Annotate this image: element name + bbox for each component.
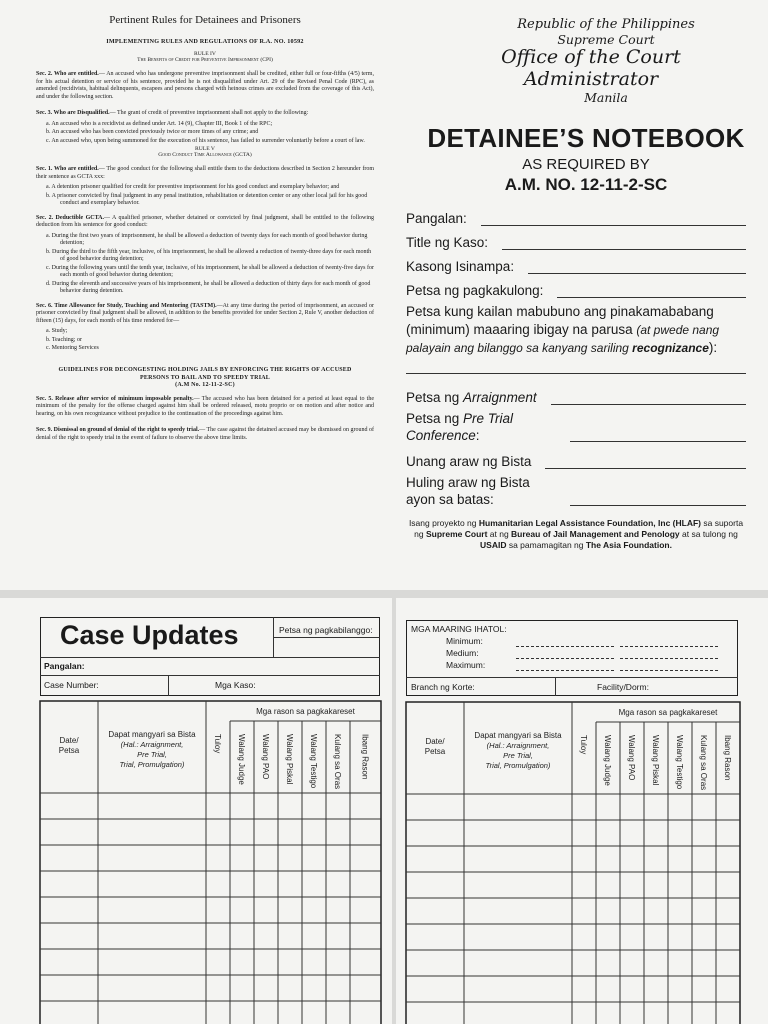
notebook-title: DETAINEE’S NOTEBOOK	[427, 123, 745, 154]
possible-sentences-label: MGA MAARING IHATOL:	[411, 624, 507, 634]
sec2b-paragraph	[36, 215, 374, 230]
credit-7: at sa tulong ng	[679, 529, 738, 540]
first-hearing-label: Unang araw ng Bista	[406, 454, 532, 470]
reason-column-header: Walang Testigo	[309, 734, 318, 789]
arraignment-line	[551, 394, 746, 405]
pretrial-label-a: Petsa ng	[406, 411, 464, 427]
list-item: a. An accused who is a recidivist as defined under Art. 14 (9), Chapter III, Book 1 of the RPC;	[46, 120, 273, 127]
rule-iv: RULE IV	[194, 51, 216, 57]
name-label: Pangalan:	[44, 661, 85, 671]
arraignment-label	[406, 390, 537, 405]
medium-line-2[interactable]	[620, 658, 718, 659]
sec9-paragraph	[36, 427, 374, 442]
reason-column-header: Walang Testigo	[675, 735, 684, 790]
name-label: Pangalan:	[406, 211, 467, 227]
list-item: b. An accused who has been convicted previously twice or more times of any crime; and	[46, 129, 259, 135]
event-column-example: Pre Trial,	[137, 750, 167, 759]
credit-usaid: USAID	[480, 540, 507, 551]
reason-column-header: Walang Judge	[237, 734, 246, 785]
sec3-paragraph	[36, 110, 374, 118]
rule-v-heading: Good Conduct Time Allowance (GCTA)	[158, 152, 252, 158]
credit-taf: The Asia Foundation.	[585, 540, 672, 551]
sec3-text: — The grant of credit of preventive imprisonment shall not apply to the following:	[109, 110, 309, 116]
name-field[interactable]	[406, 207, 746, 226]
name-line	[481, 215, 746, 226]
release-label: Petsa kung kailan mabubuno ang pinakamababang (minimum) maaaring ibigay na parusa	[406, 304, 714, 338]
sec2-lead: Sec. 2. Who are entitled.	[36, 71, 99, 77]
sec5-text: — The accused who has been detained for a period at least equal to the minimum of the penalty for the offense charged against him shall be ordered released, motu proprio or on motion and after notice and hearing, on his own recognizance without prejudice to the continuation of the proceedings against him.	[36, 395, 374, 417]
guidelines-heading: GUIDELINES FOR DECONGESTING HOLDING JAILS BY ENFORCING THE RIGHTS OF ACCUSED PERSONS TO BAIL AND TO SPEEDY TRIAL	[58, 366, 352, 381]
pretrial-label	[406, 410, 556, 444]
reason-column-header: Walang Piskal	[285, 734, 294, 785]
last-hearing-line	[570, 505, 746, 506]
list-item: b. Teaching; or	[46, 336, 82, 343]
reason-column-header: Tuloy	[213, 734, 222, 754]
divider	[273, 637, 380, 638]
sec3-lead: Sec. 3. Who are Disqualified.	[36, 110, 110, 116]
case-updates-table	[38, 699, 383, 1024]
first-hearing-line	[545, 458, 746, 469]
maximum-line[interactable]	[516, 670, 614, 671]
sec6-lead: Sec. 6. Time Allowance for Study, Teaching and Mentoring (TASTM).	[36, 302, 217, 309]
sec1-lead: Sec. 1. Who are entitled.	[36, 166, 99, 172]
event-column-example: (Hal.: Arraignment,	[486, 741, 550, 750]
charge-field[interactable]	[406, 255, 746, 274]
first-hearing-field[interactable]	[406, 450, 746, 469]
pretrial-label-b: Pre Trial Conference	[406, 411, 514, 444]
reason-column-header: Ibang Rason	[723, 735, 732, 781]
sec5-paragraph	[36, 396, 374, 419]
reasons-header: Mga rason sa pagkakareset	[256, 707, 355, 716]
sec2-text: — An accused who has undergone preventive imprisonment shall be credited, either full or four-fifths (4/5) term, for his actual detention or service of his sentence, provided he is not disqualified under Art. 29 of the Revised Penal Code (RPC), as amended (recidivists, habitual delinquents, escapees and persons charged with heinous crimes are excluded from the coverage of this Act), and under the following section.	[36, 71, 374, 100]
divider	[406, 677, 738, 678]
detention-date-label: Petsa ng pagkabilanggo:	[279, 625, 373, 635]
arraignment-label-b: Arraignment	[463, 390, 537, 406]
event-column-header: Dapat mangyari sa Bista	[474, 731, 562, 740]
event-column-header: Dapat mangyari sa Bista	[108, 730, 196, 739]
pretrial-line	[570, 441, 746, 442]
list-item: a. A detention prisoner qualified for credit for preventive imprisonment for his good conduct and exemplary behavior; and	[46, 184, 340, 190]
minimum-line[interactable]	[516, 646, 614, 647]
arraignment-label-a: Petsa ng	[406, 390, 464, 406]
rules-title: Pertinent Rules for Detainees and Prisoners	[109, 14, 301, 26]
case-title-field[interactable]	[406, 231, 746, 250]
list-item: c. Mentoring Services	[46, 345, 99, 351]
reason-column-header: Tuloy	[579, 735, 588, 755]
sec1-text: — The good conduct for the following shall entitle them to the deductions described in Section 2 hereunder from their sentence as GCTA xxx:	[36, 166, 374, 180]
am-number: A.M. NO. 12-11-2-SC	[504, 175, 668, 195]
case-title-line	[502, 239, 746, 250]
detention-date-label: Petsa ng pagkakulong:	[406, 283, 544, 299]
reasons-header: Mga rason sa pagkakareset	[618, 708, 718, 717]
medium-label: Medium:	[446, 648, 479, 658]
divider	[40, 657, 380, 658]
minimum-label: Minimum:	[446, 636, 483, 646]
court-heading: Supreme Court	[557, 31, 655, 47]
divider	[555, 677, 556, 696]
release-note-bold: recognizance	[632, 341, 709, 356]
credit-1: Isang proyekto ng	[408, 518, 479, 529]
divider	[40, 675, 380, 676]
date-column-header: Date/	[59, 736, 79, 745]
sec9-lead: Sec. 9. Dismissal on ground of denial of the right to speedy trial.	[36, 427, 200, 433]
release-date-field	[406, 303, 746, 357]
pretrial-field[interactable]	[406, 410, 746, 444]
republic-heading: Republic of the Philippines	[517, 17, 695, 32]
rules-subtitle: IMPLEMENTING RULES AND REGULATIONS OF R.A. NO. 10592	[106, 38, 304, 45]
release-colon: ):	[708, 340, 718, 356]
list-item: a. During the first two years of imprisonment, he shall be allowed a deduction of twenty days for each month of good behavior during detention;	[46, 232, 368, 246]
case-title-label: Title ng Kaso:	[406, 235, 489, 251]
medium-line[interactable]	[516, 658, 614, 659]
sec2b-text: — A qualified prisoner, whether detained or convicted by final judgment, shall be entitled to the following deduction from his sentence for good conduct:	[36, 214, 374, 228]
sec1-paragraph	[36, 166, 374, 181]
table-border	[40, 701, 381, 1024]
sec2-paragraph	[36, 71, 374, 101]
list-item: b. A prisoner convicted by final judgment in any penal institution, rehabilitation or detention center or any other local jail for his good conduct and exemplary behavior.	[46, 192, 368, 206]
sec5-lead: Sec. 5. Release after service of minimum imposable penalty.	[36, 395, 194, 402]
case-number-label: Case Number:	[44, 680, 99, 690]
detention-date-line	[557, 287, 746, 298]
required-by: AS REQUIRED BY	[522, 156, 650, 174]
sec2b-lead: Sec. 2. Deductible GCTA.	[36, 214, 104, 221]
sec6-paragraph	[36, 303, 374, 326]
last-hearing-field[interactable]	[406, 474, 746, 508]
credit-5: at ng	[487, 529, 512, 540]
rule-iv-heading: The Benefits of Credit for Preventive Imprisonment (CPI)	[137, 57, 273, 63]
arraignment-field[interactable]	[406, 386, 746, 405]
project-credit	[406, 518, 746, 551]
reason-column-header: Walang PAO	[261, 734, 270, 780]
credit-hlaf: Humanitarian Legal Assistance Foundation, Inc (HLAF)	[478, 518, 701, 529]
last-hearing-label: Huling araw ng Bista ayon sa batas:	[406, 475, 530, 508]
maximum-line-2[interactable]	[620, 670, 718, 671]
rule-v: RULE V	[195, 146, 215, 152]
event-column-example: Pre Trial,	[503, 751, 533, 760]
pretrial-label-c: :	[475, 428, 480, 444]
sec6-text: —At any time during the period of imprisonment, an accused or prisoner convicted by final judgment shall be allowed, in addition to the benefits provided for under Section 2, Rule V, another deduction of fifteen (15) days, for each month of his time rendered for—	[36, 302, 374, 324]
sentence-table	[404, 700, 744, 1024]
reason-column-header: Kulang sa Oras	[333, 734, 342, 790]
credit-bjmp: Bureau of Jail Management and Penology	[511, 529, 680, 540]
notebook-cover	[388, 0, 768, 590]
list-item: b. During the third to the fifth year, inclusive, of his imprisonment, he shall be allowed a reduction of twenty-three days for each month of good behavior during detention;	[46, 248, 372, 262]
reason-column-header: Walang PAO	[627, 735, 636, 781]
event-column-example: Trial, Promulgation)	[485, 761, 551, 770]
guidelines-am: (A.M No. 12-11-2-SC)	[175, 381, 235, 388]
office-heading: Office of the Court Administrator	[501, 46, 681, 91]
event-column-example: Trial, Promulgation)	[119, 760, 185, 769]
reason-column-header: Kulang sa Oras	[699, 735, 708, 791]
list-item: c. During the following years until the tenth year, inclusive, of his imprisonment, he shall be allowed a deduction of twenty-five days for each month of good behavior during detention;	[46, 264, 375, 278]
date-column-header: Petsa	[424, 747, 446, 756]
date-column-header: Date/	[425, 737, 445, 746]
facility-label: Facility/Dorm:	[597, 682, 649, 692]
sec9-text: — The case against the detained accused may be dismissed on ground of denial of the right to speedy trial in the event of failure to observe the above time limits.	[36, 427, 374, 441]
city-heading: Manila	[584, 90, 628, 105]
list-item: d. During the eleventh and successive years of his imprisonment, he shall be allowed a deduction of thirty days for each month of good behavior during detention.	[46, 280, 371, 294]
event-column-example: (Hal.: Arraignment,	[120, 740, 184, 749]
charge-line	[528, 263, 746, 274]
list-item: c. An accused who, upon being summoned for the execution of his sentence, has failed to surrender voluntarily before a court of law.	[46, 137, 365, 144]
reason-column-header: Walang Judge	[603, 735, 612, 786]
divider	[168, 675, 169, 696]
list-item: a. Study;	[46, 328, 68, 334]
credit-sc: Supreme Court	[426, 529, 488, 540]
date-column-header: Petsa	[58, 746, 80, 755]
branch-label: Branch ng Korte:	[411, 682, 475, 692]
release-note: (at pwede nang palayain ang bilanggo sa kanyang sariling	[406, 323, 720, 356]
case-updates-title: Case Updates	[60, 620, 239, 650]
charge-label: Kasong Isinampa:	[406, 259, 515, 275]
reason-column-header: Walang Piskal	[651, 735, 660, 786]
rules-page	[0, 0, 388, 590]
charges-label: Mga Kaso:	[215, 680, 256, 690]
credit-3: sa suporta ng	[414, 518, 744, 540]
release-date-line[interactable]	[406, 367, 746, 374]
maximum-label: Maximum:	[446, 660, 486, 670]
credit-9: sa pamamagitan ng	[506, 540, 586, 551]
detention-date-field[interactable]	[406, 279, 746, 298]
reason-column-header: Ibang Rason	[360, 734, 370, 780]
minimum-line-2[interactable]	[620, 646, 718, 647]
